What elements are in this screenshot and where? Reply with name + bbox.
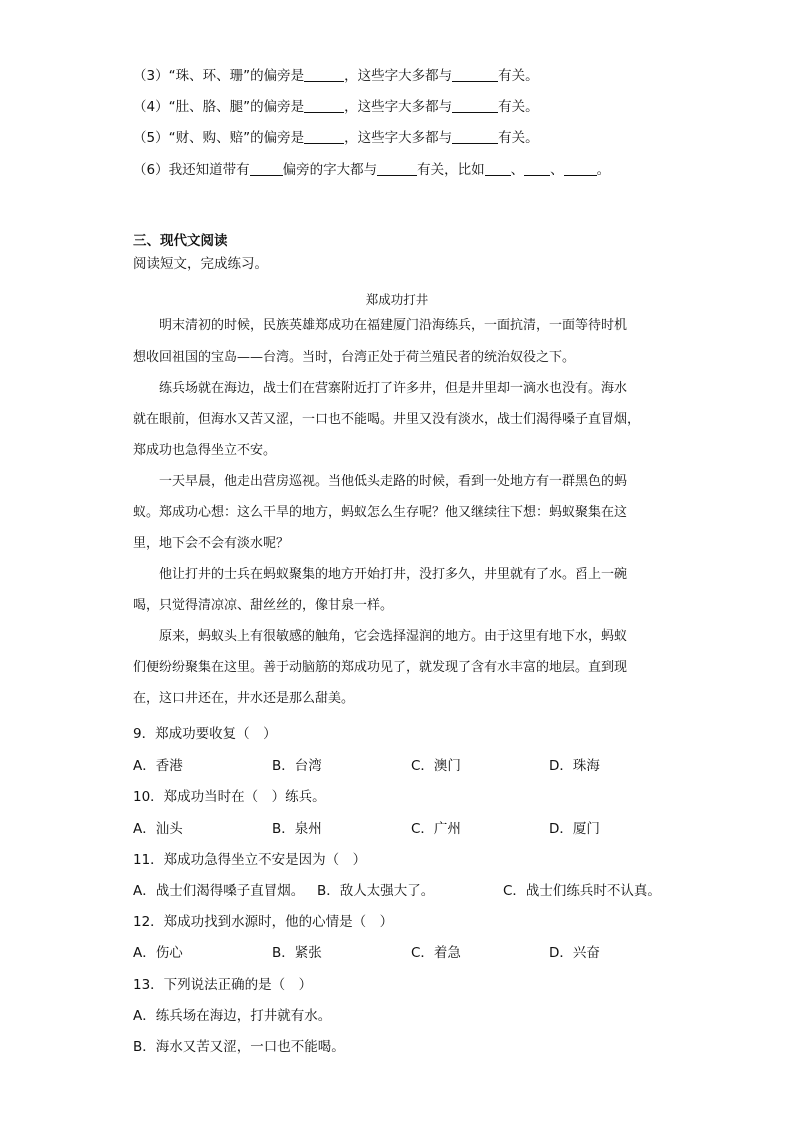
question-text: ，这些字大多都与: [344, 68, 453, 84]
answer-blank[interactable]: [304, 129, 344, 144]
answer-blank[interactable]: [304, 67, 344, 82]
option-c[interactable]: C．着急: [411, 945, 461, 961]
question-number: （5）: [133, 130, 169, 146]
question-text: 、: [510, 162, 525, 178]
question-text: ，这些字大多都与: [344, 130, 453, 146]
section-title: 三、现代文阅读: [133, 233, 228, 249]
answer-blank[interactable]: [564, 161, 597, 176]
question-text: “肚、胳、腿”的偏旁是: [168, 99, 305, 115]
passage-title: 郑成功打井: [365, 292, 429, 307]
passage-line: 他让打井的士兵在蚂蚁聚集的地方开始打井，没打多久，井里就有了水。舀上一碗: [133, 567, 628, 582]
question-text: 偏旁的字大都与: [282, 162, 378, 178]
question-9-stem: 9．郑成功要收复（ ）: [133, 726, 277, 742]
question-text: 。: [596, 162, 611, 178]
option-a[interactable]: A．汕头: [133, 821, 183, 837]
answer-blank[interactable]: [524, 161, 550, 176]
answer-blank[interactable]: [250, 161, 283, 176]
fill-question-5: [133, 129, 539, 147]
question-number: （3）: [133, 68, 169, 84]
option-a[interactable]: A．战士们渴得嗓子直冒烟。: [133, 883, 305, 899]
answer-blank[interactable]: [304, 98, 344, 113]
fill-question-3: [133, 67, 539, 85]
passage-line: 郑成功也急得坐立不安。: [133, 443, 277, 458]
question-11-stem: 11．郑成功急得坐立不安是因为（ ）: [133, 852, 367, 868]
fill-question-6: [133, 161, 610, 179]
passage-line: 明末清初的时候，民族英雄郑成功在福建厦门沿海练兵，一面抗清，一面等待时机: [133, 318, 628, 333]
passage-line: 就在眼前，但海水又苦又涩，一口也不能喝。井里又没有淡水，战士们渴得嗓子直冒烟，: [133, 412, 641, 427]
option-a[interactable]: A．伤心: [133, 945, 183, 961]
question-text: 我还知道带有: [168, 162, 250, 178]
section-instruction: 阅读短文，完成练习。: [133, 256, 268, 272]
option-c[interactable]: C．澳门: [411, 758, 461, 774]
question-number: （6）: [133, 162, 169, 178]
passage-line: 想收回祖国的宝岛——台湾。当时，台湾正处于荷兰殖民者的统治奴役之下。: [133, 350, 576, 365]
passage-line: 原来，蚂蚁头上有很敏感的触角，它会选择湿润的地方。由于这里有地下水，蚂蚁: [133, 629, 628, 644]
option-d[interactable]: D．珠海: [549, 758, 600, 774]
option-d[interactable]: D．厦门: [549, 821, 600, 837]
passage-line: 们便纷纷聚集在这里。善于动脑筋的郑成功见了，就发现了含有水丰富的地层。直到现: [133, 660, 628, 675]
option-b[interactable]: B．紧张: [272, 945, 322, 961]
option-a[interactable]: A．香港: [133, 758, 183, 774]
question-text: 有关。: [498, 130, 539, 146]
question-12-stem: 12．郑成功找到水源时，他的心情是（ ）: [133, 914, 394, 930]
option-d[interactable]: D．兴奋: [549, 945, 600, 961]
passage-line: 蚁。郑成功心想：这么干旱的地方，蚂蚁怎么生存呢？他又继续往下想：蚂蚁聚集在这: [133, 505, 628, 520]
answer-blank[interactable]: [452, 98, 498, 113]
question-number: （4）: [133, 99, 169, 115]
answer-blank[interactable]: [485, 161, 511, 176]
question-13-stem: 13．下列说法正确的是（ ）: [133, 977, 313, 993]
answer-blank[interactable]: [452, 129, 498, 144]
answer-blank[interactable]: [377, 161, 417, 176]
question-text: 有关，比如: [417, 162, 485, 178]
question-text: ，这些字大多都与: [344, 99, 453, 115]
option-b[interactable]: B．海水又苦又涩，一口也不能喝。: [133, 1039, 345, 1055]
question-text: 有关。: [498, 99, 539, 115]
passage-line: 喝，只觉得清凉凉、甜丝丝的，像甘泉一样。: [133, 598, 394, 613]
passage-line: 在，这口井还在，井水还是那么甜美。: [133, 691, 355, 706]
option-b[interactable]: B．敌人太强大了。: [317, 883, 435, 899]
question-text: 、: [550, 162, 564, 178]
option-c[interactable]: C．广州: [411, 821, 461, 837]
passage-line: 里，地下会不会有淡水呢？: [133, 536, 290, 551]
answer-blank[interactable]: [452, 67, 498, 82]
question-text: 有关。: [498, 68, 539, 84]
option-b[interactable]: B．泉州: [272, 821, 322, 837]
passage-line: 练兵场就在海边，战士们在营寨附近打了许多井，但是井里却一滴水也没有。海水: [133, 381, 628, 396]
option-c[interactable]: C．战士们练兵时不认真。: [503, 883, 661, 899]
question-10-stem: 10．郑成功当时在（ ）练兵。: [133, 789, 326, 805]
option-a[interactable]: A．练兵场在海边，打井就有水。: [133, 1008, 332, 1024]
question-text: “珠、环、珊”的偏旁是: [168, 68, 305, 84]
option-b[interactable]: B．台湾: [272, 758, 322, 774]
question-text: “财、购、赔”的偏旁是: [168, 130, 305, 146]
passage-line: 一天早晨，他走出营房巡视。当他低头走路的时候，看到一处地方有一群黑色的蚂: [133, 474, 628, 489]
fill-question-4: [133, 98, 539, 116]
